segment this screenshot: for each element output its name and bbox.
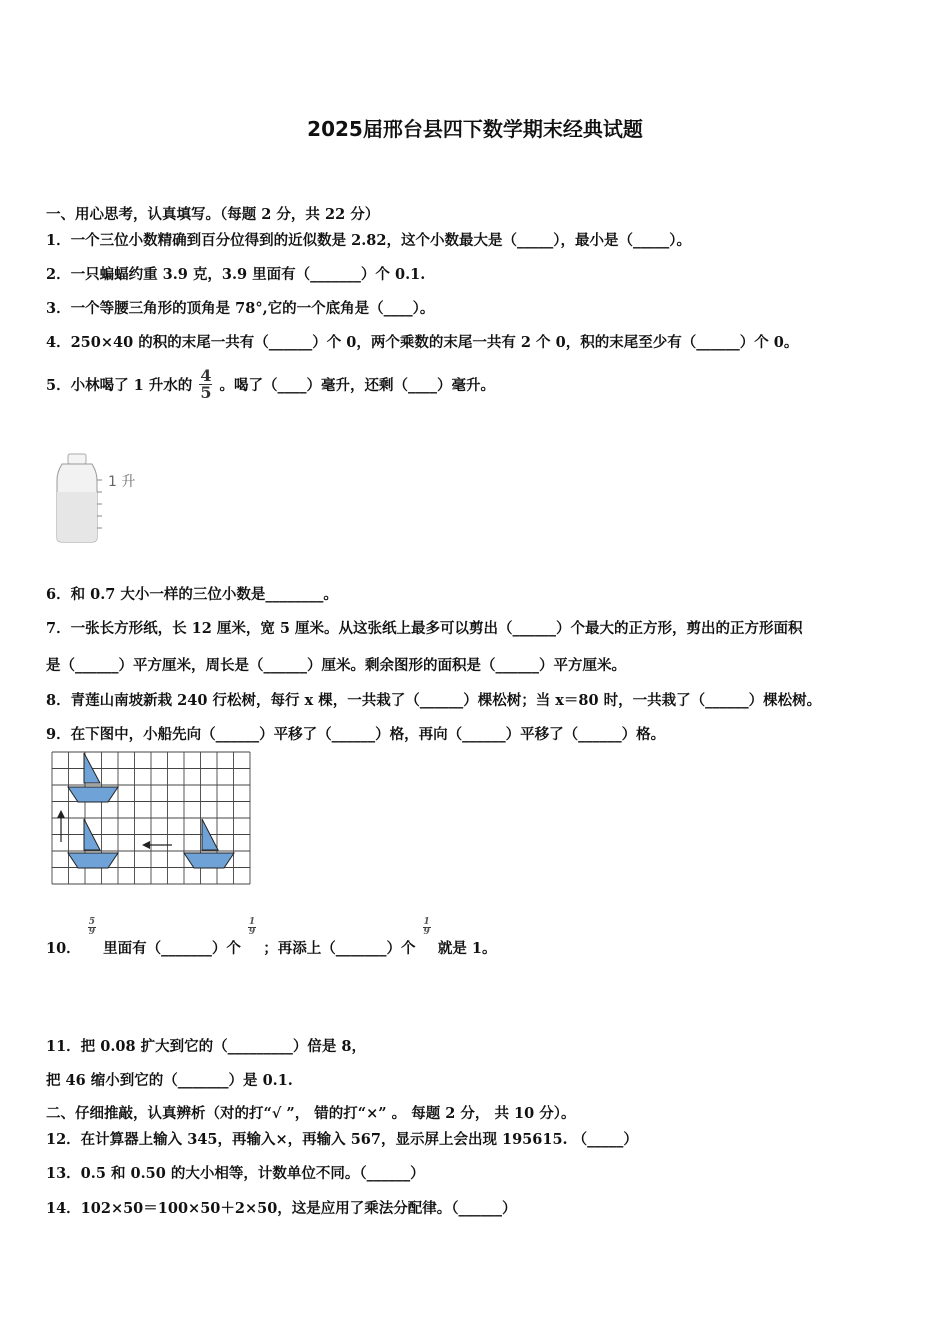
question-11-line-1: 11．把 0.08 扩大到它的（_________）倍是 8， bbox=[46, 1038, 366, 1055]
section-2-heading: 二、仔细推敲，认真辨析（对的打“√ ”， 错的打“×” 。 每题 2 分， 共 10 分）。 bbox=[46, 1105, 576, 1122]
question-5 bbox=[46, 368, 495, 401]
boat-translation-grid bbox=[50, 750, 260, 890]
question-11-line-2: 把 46 缩小到它的（_______）是 0.1. bbox=[46, 1072, 293, 1089]
fraction-four-fifths: $\frac{4}{5}$ bbox=[200, 366, 212, 402]
question-5-text-before: 5．小林喝了 1 升水的 bbox=[46, 377, 193, 394]
question-10 bbox=[46, 916, 497, 959]
question-5-text-after: 。喝了（____）毫升，还剩（____）毫升。 bbox=[219, 377, 496, 394]
page-title: 2025届邢台县四下数学期末经典试题 bbox=[307, 117, 643, 141]
question-10-part-3: 就是 1。 bbox=[437, 940, 497, 957]
boat-sail-top bbox=[84, 753, 100, 783]
question-13: 13．0.5 和 0.50 的大小相等，计数单位不同。（______） bbox=[46, 1165, 425, 1182]
fraction-one-ninth-b: $\frac{1}{9}$ bbox=[423, 916, 430, 937]
section-1-heading: 一、用心思考，认真填写。（每题 2 分，共 22 分） bbox=[46, 206, 380, 223]
up-arrow-icon bbox=[57, 810, 65, 842]
fraction-five-ninths: $\frac{5}{9}$ bbox=[88, 916, 96, 937]
question-7-line-1: 7．一张长方形纸，长 12 厘米，宽 5 厘米。从这张纸上最多可以剪出（______）个最大的正方形，剪出的正方形面积 bbox=[46, 620, 803, 637]
question-6: 6．和 0.7 大小一样的三位小数是________。 bbox=[46, 586, 338, 603]
boat-hull-left bbox=[68, 853, 118, 868]
question-7-line-2: 是（______）平方厘米，周长是（______）厘米。剩余图形的面积是（______）平方厘米。 bbox=[46, 657, 626, 674]
bottle-label: 1 升 bbox=[108, 474, 136, 490]
question-8: 8．青莲山南坡新栽 240 行松树，每行 x 棵，一共栽了（______）棵松树；当 x＝80 时，一共栽了（______）棵松树。 bbox=[46, 692, 822, 709]
question-10-part-2: ；再添上（_______）个 bbox=[263, 940, 416, 957]
fraction-one-ninth-a: $\frac{1}{9}$ bbox=[248, 916, 256, 937]
question-12: 12．在计算器上输入 345，再输入×，再输入 567，显示屏上会出现 195615. （_____） bbox=[46, 1131, 638, 1148]
boat-hull-top bbox=[68, 787, 118, 802]
water-bottle-icon bbox=[48, 452, 158, 547]
question-9: 9．在下图中，小船先向（______）平移了（______）格，再向（______）平移了（______）格。 bbox=[46, 726, 666, 743]
question-4: 4．250×40 的积的末尾一共有（______）个 0，两个乘数的末尾一共有 2 个 0，积的末尾至少有（______）个 0。 bbox=[46, 334, 799, 351]
boat-hull-right bbox=[184, 853, 234, 868]
question-1: 1．一个三位小数精确到百分位得到的近似数是 2.82，这个小数最大是（_____），最小是（_____）。 bbox=[46, 232, 691, 249]
question-2: 2．一只蝙蝠约重 3.9 克，3.9 里面有（_______）个 0.1. bbox=[46, 266, 426, 283]
question-10-number: 10． bbox=[46, 940, 81, 957]
question-10-part-1: 里面有（_______）个 bbox=[103, 940, 241, 957]
question-3: 3．一个等腰三角形的顶角是 78°,它的一个底角是（____）。 bbox=[46, 300, 435, 317]
question-14: 14．102×50＝100×50＋2×50，这是应用了乘法分配律。（______） bbox=[46, 1200, 517, 1217]
